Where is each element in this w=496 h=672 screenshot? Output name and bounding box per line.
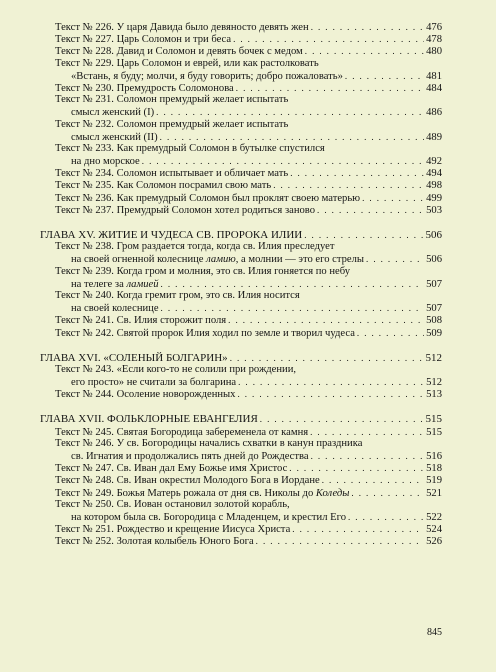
toc-entry-title: Текст № 241. Св. Илия сторожит поля bbox=[55, 315, 227, 327]
toc-entry-title: Текст № 244. Осоление новорожденных bbox=[55, 389, 236, 401]
toc-entry-title: Текст № 247. Св. Иван дал Ему Божье имя Христос bbox=[55, 463, 288, 475]
dot-leader bbox=[156, 106, 424, 118]
toc-page-number: 478 bbox=[426, 34, 442, 46]
toc-page-number: 489 bbox=[426, 131, 442, 143]
toc-entry-title: Текст № 250. Св. Иован остановил золотой корабль, bbox=[55, 498, 290, 510]
toc-entry bbox=[40, 106, 442, 118]
dot-leader bbox=[357, 327, 424, 339]
dot-leader bbox=[161, 302, 425, 314]
dot-leader bbox=[310, 426, 424, 438]
dot-leader bbox=[237, 388, 424, 400]
toc-entry-title: Текст № 252. Золотая колыбель Юного Бога bbox=[55, 536, 254, 548]
dot-leader bbox=[311, 21, 424, 33]
table-of-contents bbox=[40, 21, 442, 548]
toc-page-number: 476 bbox=[426, 22, 442, 33]
toc-page-number: 518 bbox=[426, 463, 442, 475]
toc-entry bbox=[40, 179, 442, 191]
section-gap bbox=[40, 339, 442, 352]
toc-page-number: 522 bbox=[426, 511, 442, 523]
dot-leader bbox=[305, 45, 424, 57]
toc-entry-title: Текст № 226. У царя Давида было девяносто девять жен bbox=[55, 22, 309, 33]
toc-page-number: 486 bbox=[426, 107, 442, 119]
toc-page-number: 512 bbox=[426, 377, 442, 389]
toc-entry bbox=[40, 94, 442, 106]
toc-entry bbox=[40, 131, 442, 143]
toc-entry bbox=[40, 474, 442, 486]
toc-page-number: 519 bbox=[426, 475, 442, 487]
toc-entry-title: Текст № 227. Царь Соломон и три беса bbox=[55, 34, 232, 46]
toc-entry-title: Текст № 233. Как премудрый Соломон в бутылке спустился bbox=[55, 142, 325, 154]
toc-entry-title: ГЛАВА XVII. ФОЛЬКЛОРНЫЕ ЕВАНГЕЛИЯ bbox=[40, 413, 258, 426]
toc-entry bbox=[40, 155, 442, 167]
dot-leader bbox=[160, 131, 424, 143]
toc-page-number: 513 bbox=[426, 389, 442, 401]
toc-entry-title: на своей колеснице bbox=[71, 303, 159, 315]
toc-entry-title: св. Игнатия и продолжались пять дней до Рождества bbox=[71, 451, 309, 462]
dot-leader bbox=[366, 253, 424, 265]
toc-page-number: 508 bbox=[426, 315, 442, 327]
section-gap bbox=[40, 216, 442, 229]
toc-chapter-heading bbox=[40, 413, 442, 425]
toc-entry bbox=[40, 266, 442, 278]
toc-entry bbox=[40, 376, 442, 388]
toc-entry-title: на дно морское bbox=[71, 156, 140, 168]
dot-leader bbox=[322, 474, 424, 486]
toc-entry bbox=[40, 33, 442, 45]
dot-leader bbox=[256, 535, 424, 547]
dot-leader bbox=[236, 82, 424, 94]
toc-page-number: 503 bbox=[426, 204, 442, 216]
toc-chapter-heading bbox=[40, 229, 442, 241]
toc-entry-title: смысл женский (I) bbox=[71, 107, 155, 119]
toc-entry-title: ГЛАВА XV. ЖИТИЕ И ЧУДЕСА СВ. ПРОРОКА ИЛИИ bbox=[40, 229, 303, 241]
toc-page-number: 492 bbox=[426, 156, 442, 168]
toc-page-number: 499 bbox=[426, 192, 442, 204]
toc-entry-title: Текст № 236. Как премудрый Соломон был проклят своею матерью bbox=[55, 192, 361, 204]
toc-entry bbox=[40, 364, 442, 376]
toc-entry-title: Текст № 235. Как Соломон посрамил свою мать bbox=[55, 180, 272, 192]
toc-entry bbox=[40, 327, 442, 339]
toc-entry-title: Текст № 242. Святой пророк Илия ходил по земле и творил чудеса bbox=[55, 327, 355, 339]
toc-page-number: 515 bbox=[426, 426, 442, 438]
toc-chapter-heading bbox=[40, 352, 442, 364]
dot-leader bbox=[233, 33, 424, 45]
toc-entry-title: «Встань, я буду; молчи, я буду говорить; добро пожаловать» bbox=[71, 70, 343, 82]
toc-page-number: 506 bbox=[425, 229, 442, 241]
toc-entry bbox=[40, 167, 442, 179]
dot-leader bbox=[228, 314, 424, 326]
dot-leader bbox=[273, 179, 424, 191]
toc-page-number: 512 bbox=[425, 351, 442, 364]
dot-leader bbox=[260, 413, 424, 425]
section-gap bbox=[40, 400, 442, 413]
dot-leader bbox=[142, 155, 424, 167]
dot-leader bbox=[362, 192, 424, 204]
toc-entry bbox=[40, 45, 442, 57]
toc-entry bbox=[40, 290, 442, 302]
toc-entry-title: Текст № 229. Царь Соломон и еврей, или как растолковать bbox=[55, 57, 319, 69]
toc-entry bbox=[40, 535, 442, 547]
page-number: 845 bbox=[427, 627, 442, 638]
toc-entry bbox=[40, 21, 442, 33]
toc-page-number: 507 bbox=[426, 303, 442, 315]
toc-entry bbox=[40, 204, 442, 216]
toc-entry bbox=[40, 253, 442, 265]
toc-page-number: 515 bbox=[425, 413, 442, 426]
toc-entry bbox=[40, 511, 442, 523]
dot-leader bbox=[348, 511, 424, 523]
toc-entry bbox=[40, 314, 442, 326]
toc-entry bbox=[40, 302, 442, 314]
toc-entry-title: на своей огненной колеснице ламию, а молнии — это его стрелы bbox=[71, 254, 365, 266]
toc-entry bbox=[40, 119, 442, 131]
toc-entry-title: Текст № 237. Премудрый Соломон хотел родиться заново bbox=[55, 204, 316, 216]
toc-page-number: 524 bbox=[426, 524, 442, 536]
toc-entry bbox=[40, 450, 442, 462]
dot-leader bbox=[161, 278, 425, 290]
toc-page-number: 506 bbox=[426, 254, 442, 266]
dot-leader bbox=[345, 70, 424, 82]
toc-entry-title: Текст № 239. Когда гром и молния, это св. Илия гоняется по небу bbox=[55, 265, 351, 277]
toc-entry bbox=[40, 143, 442, 155]
toc-entry-title: Текст № 228. Давид и Соломон и девять бочек с медом bbox=[55, 46, 303, 58]
toc-page-number: 521 bbox=[426, 487, 442, 499]
dot-leader bbox=[290, 167, 424, 179]
toc-entry bbox=[40, 438, 442, 450]
toc-entry bbox=[40, 82, 442, 94]
toc-entry-title: на котором была св. Богородица с Младенцем, и крестил Его bbox=[71, 511, 346, 523]
toc-page-number: 507 bbox=[426, 278, 442, 290]
toc-entry-title: Текст № 232. Соломон премудрый желает испытать bbox=[55, 118, 289, 130]
toc-entry bbox=[40, 70, 442, 82]
toc-entry bbox=[40, 487, 442, 499]
toc-entry-title: Текст № 243. «Если кого-то не солили при рождении, bbox=[55, 363, 297, 375]
dot-leader bbox=[238, 376, 424, 388]
toc-entry bbox=[40, 241, 442, 253]
toc-page-number: 526 bbox=[426, 536, 442, 548]
toc-entry-title: Текст № 234. Соломон испытывает и обличает мать bbox=[55, 168, 289, 180]
toc-entry bbox=[40, 278, 442, 290]
toc-entry bbox=[40, 499, 442, 511]
toc-entry bbox=[40, 388, 442, 400]
toc-entry-title: Текст № 240. Когда гремит гром, это св. Илия носится bbox=[55, 289, 300, 301]
toc-entry-title: Текст № 231. Соломон премудрый желает испытать bbox=[55, 94, 289, 106]
dot-leader bbox=[292, 523, 424, 535]
toc-entry-title: Текст № 230. Премудрость Соломонова bbox=[55, 82, 234, 94]
toc-entry bbox=[40, 426, 442, 438]
toc-entry-title: ГЛАВА XVI. «СОЛЕНЫЙ БОЛГАРИН» bbox=[40, 351, 228, 364]
toc-page-number: 494 bbox=[426, 168, 442, 180]
dot-leader bbox=[230, 352, 424, 364]
toc-entry-title: смысл женский (II) bbox=[71, 131, 158, 143]
toc-entry bbox=[40, 58, 442, 70]
toc-entry bbox=[40, 462, 442, 474]
toc-page-number: 498 bbox=[426, 180, 442, 192]
toc-page-number: 516 bbox=[426, 451, 442, 462]
toc-entry-title: на телеге за ламией bbox=[71, 278, 159, 290]
dot-leader bbox=[304, 229, 423, 241]
toc-entry-title: Текст № 238. Гром раздается тогда, когда св. Илия преследует bbox=[55, 241, 335, 253]
toc-entry-title: его просто» не считали за болгарина bbox=[71, 377, 237, 389]
toc-entry-title: Текст № 251. Рождество и крещение Иисуса Христа bbox=[55, 524, 291, 536]
toc-page-number: 481 bbox=[426, 70, 442, 82]
toc-entry bbox=[40, 192, 442, 204]
toc-entry-title: Текст № 245. Святая Богородица забеременела от камня bbox=[55, 426, 309, 438]
toc-entry bbox=[40, 523, 442, 535]
toc-entry-title: Текст № 246. У св. Богородицы начались схватки в канун праздника bbox=[55, 437, 363, 449]
toc-entry-title: Текст № 248. Св. Иван окрестил Молодого Бога в Иордане bbox=[55, 475, 320, 487]
dot-leader bbox=[317, 204, 424, 216]
toc-entry-title: Текст № 249. Божья Матерь рожала от дня св. Николы до Коледы bbox=[55, 487, 350, 499]
dot-leader bbox=[311, 450, 425, 462]
dot-leader bbox=[351, 487, 424, 499]
toc-page-number: 480 bbox=[426, 46, 442, 58]
toc-page-number: 484 bbox=[426, 82, 442, 94]
dot-leader bbox=[289, 462, 424, 474]
toc-page-number: 509 bbox=[426, 327, 442, 339]
